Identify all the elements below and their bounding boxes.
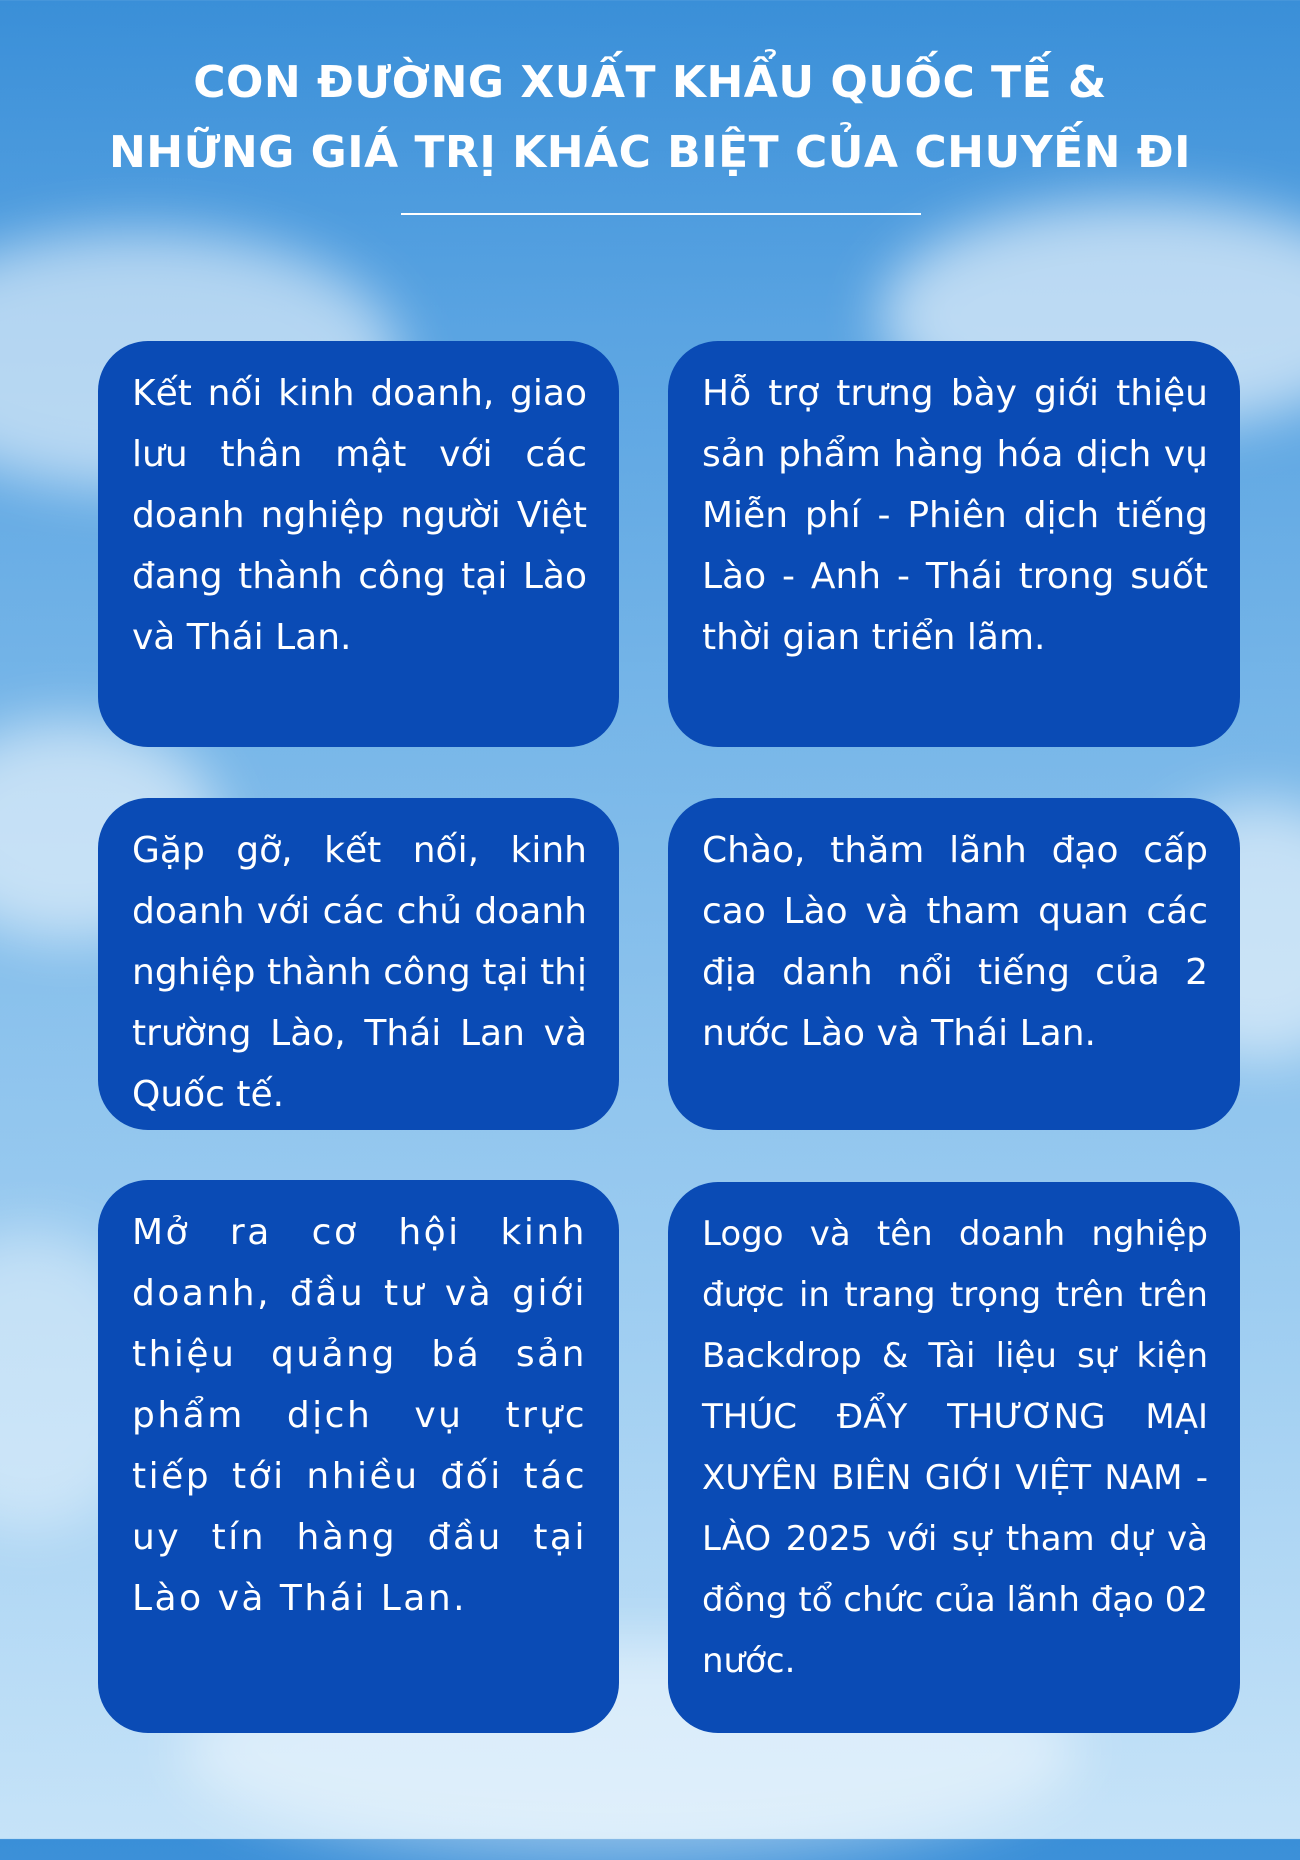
benefit-card-leadership-visit bbox=[668, 798, 1240, 1130]
page-title bbox=[0, 48, 1300, 188]
title-line-2: NHỮNG GIÁ TRỊ KHÁC BIỆT CỦA CHUYẾN ĐI bbox=[108, 127, 1192, 178]
benefit-card-business-networking bbox=[98, 341, 619, 747]
benefit-card-text: Hỗ trợ trưng bày giới thiệu sản phẩm hàng hóa dịch vụ Miễn phí - Phiên dịch tiếng Lào - Anh - Thái trong suốt thời gian triển lãm. bbox=[702, 373, 1208, 658]
benefit-card-logo-branding bbox=[668, 1182, 1240, 1733]
title-line-1: CON ĐƯỜNG XUẤT KHẨU QUỐC TẾ & bbox=[193, 57, 1107, 108]
benefit-card-text: Logo và tên doanh nghiệp được in trang trọng trên trên Backdrop & Tài liệu sự kiện THÚC ĐẨY THƯƠNG MẠI XUYÊN BIÊN GIỚI VIỆT NAM - LÀO 2025 với sự tham dự và đồng tổ chức của lãnh đạo 02 nước. bbox=[702, 1214, 1208, 1681]
benefit-card-text: Mở ra cơ hội kinh doanh, đầu tư và giới thiệu quảng bá sản phẩm dịch vụ trực tiếp tới nhiều đối tác uy tín hàng đầu tại Lào và Thái Lan. bbox=[132, 1212, 587, 1619]
benefit-card-text: Chào, thăm lãnh đạo cấp cao Lào và tham quan các địa danh nổi tiếng của 2 nước Lào và Thái Lan. bbox=[702, 830, 1208, 1054]
title-divider bbox=[401, 213, 921, 215]
benefit-card-meet-business-owners bbox=[98, 798, 619, 1130]
benefit-card-business-opportunities bbox=[98, 1180, 619, 1733]
benefit-card-text: Kết nối kinh doanh, giao lưu thân mật với các doanh nghiệp người Việt đang thành công tại Lào và Thái Lan. bbox=[132, 373, 587, 658]
benefit-card-text: Gặp gỡ, kết nối, kinh doanh với các chủ doanh nghiệp thành công tại thị trường Lào, Thái Lan và Quốc tế. bbox=[132, 830, 587, 1115]
benefit-card-exhibition-support bbox=[668, 341, 1240, 747]
